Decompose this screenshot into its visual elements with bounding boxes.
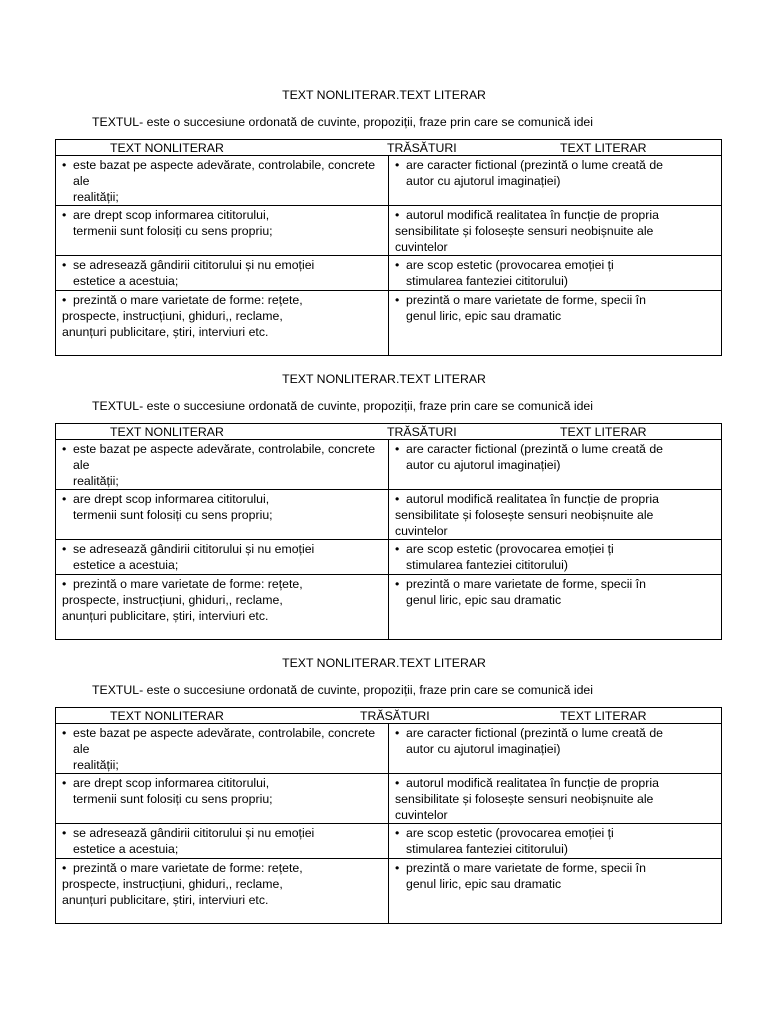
- cell-nonliterar: • are drept scop informarea cititorului, termenii sunt folosiți cu sens propriu;: [56, 774, 389, 824]
- header-literar: TEXT LITERAR: [560, 425, 647, 439]
- header-nonliterar: TEXT NONLITERAR: [110, 425, 224, 439]
- cell-nonliterar: • are drept scop informarea cititorului, termenii sunt folosiți cu sens propriu;: [56, 490, 389, 540]
- table-row: [56, 440, 722, 490]
- page-title: TEXT NONLITERAR.TEXT LITERAR: [282, 372, 486, 386]
- table-row: [56, 256, 722, 291]
- table-row: [56, 824, 722, 859]
- header-trasaturi: TRĂSĂTURI: [387, 425, 457, 439]
- table-header: [56, 140, 722, 156]
- cell-literar: • are scop estetic (provocarea emoției ți stimularea fanteziei cititorului): [389, 824, 722, 859]
- comparison-table: [55, 139, 722, 356]
- header-literar: TEXT LITERAR: [560, 709, 647, 723]
- cell-literar: • are scop estetic (provocarea emoției ți stimularea fanteziei cititorului): [389, 540, 722, 575]
- cell-literar: • autorul modifică realitatea în funcție de propria sensibilitate și folosește sensuri neobișnuite ale cuvintelor: [389, 490, 722, 540]
- table-row: [56, 540, 722, 575]
- intro-text: TEXTUL- este o succesiune ordonată de cuvinte, propoziții, fraze prin care se comunică idei: [92, 115, 594, 129]
- cell-literar: • prezintă o mare varietate de forme, specii în genul liric, epic sau dramatic: [389, 859, 722, 924]
- table-row: [56, 291, 722, 356]
- cell-nonliterar: • se adresează gândirii cititorului și nu emoției estetice a acestuia;: [56, 824, 389, 859]
- cell-literar: • are caracter fictional (prezintă o lume creată de autor cu ajutorul imaginației): [389, 156, 722, 206]
- table-row: [56, 859, 722, 924]
- table-row: [56, 774, 722, 824]
- cell-literar: • autorul modifică realitatea în funcție de propria sensibilitate și folosește sensuri neobișnuite ale cuvintelor: [389, 774, 722, 824]
- header-trasaturi: TRĂSĂTURI: [360, 709, 430, 723]
- cell-literar: • prezintă o mare varietate de forme, specii în genul liric, epic sau dramatic: [389, 575, 722, 640]
- cell-nonliterar: • se adresează gândirii cititorului și nu emoției estetice a acestuia;: [56, 256, 389, 291]
- cell-nonliterar: • este bazat pe aspecte adevărate, controlabile, concrete ale realității;: [56, 724, 389, 774]
- table-row: [56, 206, 722, 256]
- header-literar: TEXT LITERAR: [560, 141, 647, 155]
- cell-literar: • are caracter fictional (prezintă o lume creată de autor cu ajutorul imaginației): [389, 440, 722, 490]
- table-row: [56, 490, 722, 540]
- table-row: [56, 156, 722, 206]
- table-row: [56, 575, 722, 640]
- cell-nonliterar: • prezintă o mare varietate de forme: rețete, prospecte, instrucțiuni, ghiduri,, reclame, anunțuri publicitare, știri, interviuri etc.: [56, 575, 389, 640]
- table-header: [56, 708, 722, 724]
- table-row: [56, 724, 722, 774]
- header-nonliterar: TEXT NONLITERAR: [110, 141, 224, 155]
- intro-text: TEXTUL- este o succesiune ordonată de cuvinte, propoziții, fraze prin care se comunică idei: [92, 399, 594, 413]
- table-header: [56, 424, 722, 440]
- cell-nonliterar: • se adresează gândirii cititorului și nu emoției estetice a acestuia;: [56, 540, 389, 575]
- intro-text: TEXTUL- este o succesiune ordonată de cuvinte, propoziții, fraze prin care se comunică idei: [92, 683, 594, 697]
- cell-literar: • are caracter fictional (prezintă o lume creată de autor cu ajutorul imaginației): [389, 724, 722, 774]
- cell-nonliterar: • este bazat pe aspecte adevărate, controlabile, concrete ale realității;: [56, 156, 389, 206]
- cell-literar: • prezintă o mare varietate de forme, specii în genul liric, epic sau dramatic: [389, 291, 722, 356]
- header-trasaturi: TRĂSĂTURI: [387, 141, 457, 155]
- cell-nonliterar: • are drept scop informarea cititorului, termenii sunt folosiți cu sens propriu;: [56, 206, 389, 256]
- cell-literar: • autorul modifică realitatea în funcție de propria sensibilitate și folosește sensuri neobișnuite ale cuvintelor: [389, 206, 722, 256]
- comparison-table: [55, 423, 722, 640]
- header-nonliterar: TEXT NONLITERAR: [110, 709, 224, 723]
- cell-nonliterar: • prezintă o mare varietate de forme: rețete, prospecte, instrucțiuni, ghiduri,, reclame, anunțuri publicitare, știri, interviuri etc.: [56, 859, 389, 924]
- cell-nonliterar: • prezintă o mare varietate de forme: rețete, prospecte, instrucțiuni, ghiduri,, reclame, anunțuri publicitare, știri, interviuri etc.: [56, 291, 389, 356]
- cell-literar: • are scop estetic (provocarea emoției ți stimularea fanteziei cititorului): [389, 256, 722, 291]
- page-title: TEXT NONLITERAR.TEXT LITERAR: [282, 88, 486, 102]
- page-title: TEXT NONLITERAR.TEXT LITERAR: [282, 656, 486, 670]
- cell-nonliterar: • este bazat pe aspecte adevărate, controlabile, concrete ale realității;: [56, 440, 389, 490]
- comparison-table: [55, 707, 722, 924]
